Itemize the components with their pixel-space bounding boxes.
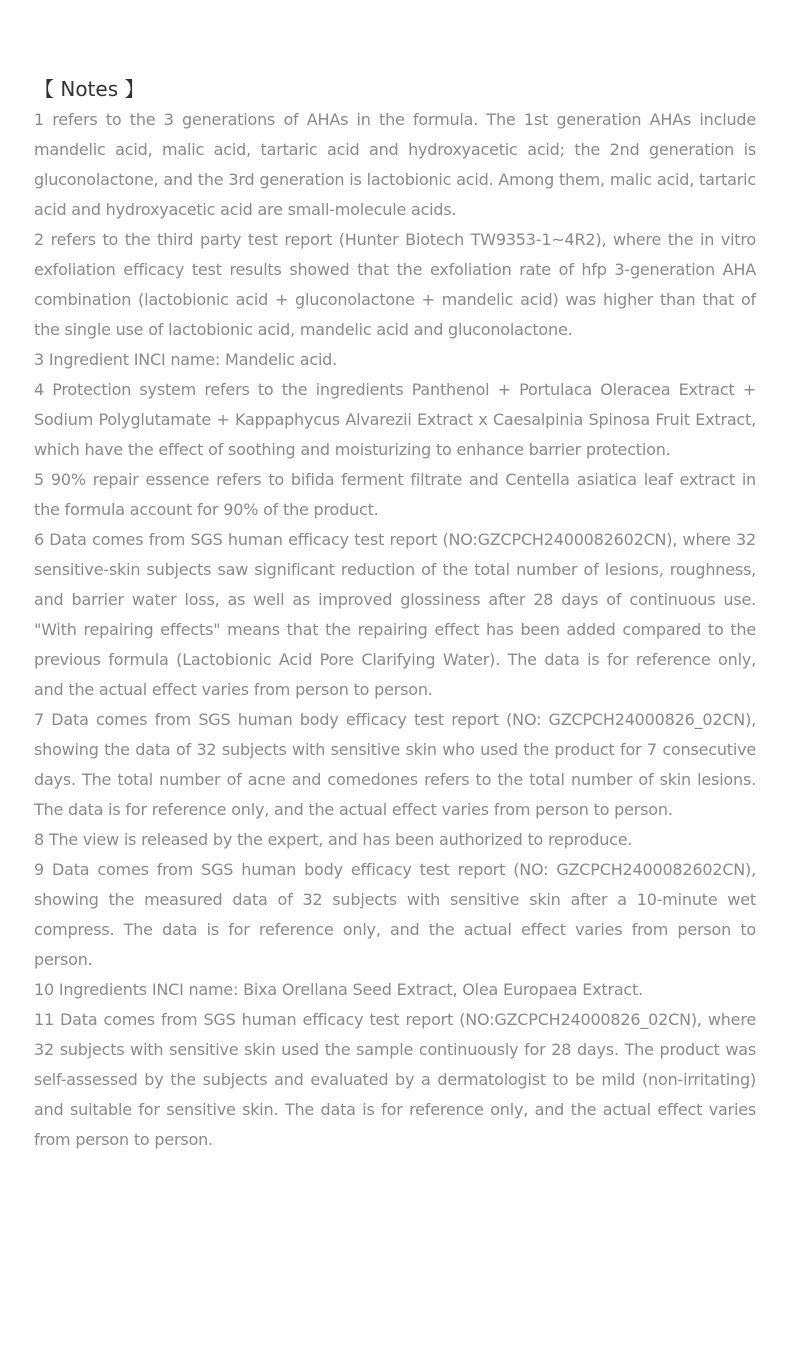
notes-heading: 【 Notes 】 bbox=[34, 77, 145, 101]
note-item-4: 4 Protection system refers to the ingredients Panthenol + Portulaca Oleracea Extract + Sodium Polyglutamate + Kappaphycus Alvarezii Extract x Caesalpinia Spinosa Fruit Extract, which have the effect of soothing and moisturizing to enhance barrier protection. bbox=[34, 380, 756, 459]
note-item-1: 1 refers to the 3 generations of AHAs in the formula. The 1st generation AHAs include mandelic acid, malic acid, tartaric acid and hydroxyacetic acid; the 2nd generation is gluconolactone, and the 3rd generation is lactobionic acid. Among them, malic acid, tartaric acid and hydroxyacetic acid are small-molecule acids. bbox=[34, 110, 756, 219]
note-item-10: 10 Ingredients INCI name: Bixa Orellana Seed Extract, Olea Europaea Extract. bbox=[34, 980, 643, 999]
notes-section bbox=[34, 74, 756, 1155]
note-item-3: 3 Ingredient INCI name: Mandelic acid. bbox=[34, 350, 338, 369]
note-item-2: 2 refers to the third party test report (Hunter Biotech TW9353-1~4R2), where the in vitro exfoliation efficacy test results showed that the exfoliation rate of hfp 3-generation AHA combination (lactobionic acid + gluconolactone + mandelic acid) was higher than that of the single use of lactobionic acid, mandelic acid and gluconolactone. bbox=[34, 230, 756, 339]
note-item-7: 7 Data comes from SGS human body efficacy test report (NO: GZCPCH24000826_02CN), showing the data of 32 subjects with sensitive skin who used the product for 7 consecutive days. The total number of acne and comedones refers to the total number of skin lesions. The data is for reference only, and the actual effect varies from person to person. bbox=[34, 710, 756, 819]
note-item-6: 6 Data comes from SGS human efficacy test report (NO:GZCPCH2400082602CN), where 32 sensitive-skin subjects saw significant reduction of the total number of lesions, roughness, and barrier water loss, as well as improved glossiness after 28 days of continuous use. "With repairing effects" means that the repairing effect has been added compared to the previous formula (Lactobionic Acid Pore Clarifying Water). The data is for reference only, and the actual effect varies from person to person. bbox=[34, 530, 756, 699]
note-item-9: 9 Data comes from SGS human body efficacy test report (NO: GZCPCH2400082602CN), showing the measured data of 32 subjects with sensitive skin after a 10-minute wet compress. The data is for reference only, and the actual effect varies from person to person. bbox=[34, 860, 756, 969]
note-item-11: 11 Data comes from SGS human efficacy test report (NO:GZCPCH24000826_02CN), where 32 subjects with sensitive skin used the sample continuously for 28 days. The product was self-assessed by the subjects and evaluated by a dermatologist to be mild (non-irritating) and suitable for sensitive skin. The data is for reference only, and the actual effect varies from person to person. bbox=[34, 1010, 756, 1149]
note-item-5: 5 90% repair essence refers to bifida ferment filtrate and Centella asiatica leaf extract in the formula account for 90% of the product. bbox=[34, 470, 756, 519]
note-item-8: 8 The view is released by the expert, and has been authorized to reproduce. bbox=[34, 830, 633, 849]
